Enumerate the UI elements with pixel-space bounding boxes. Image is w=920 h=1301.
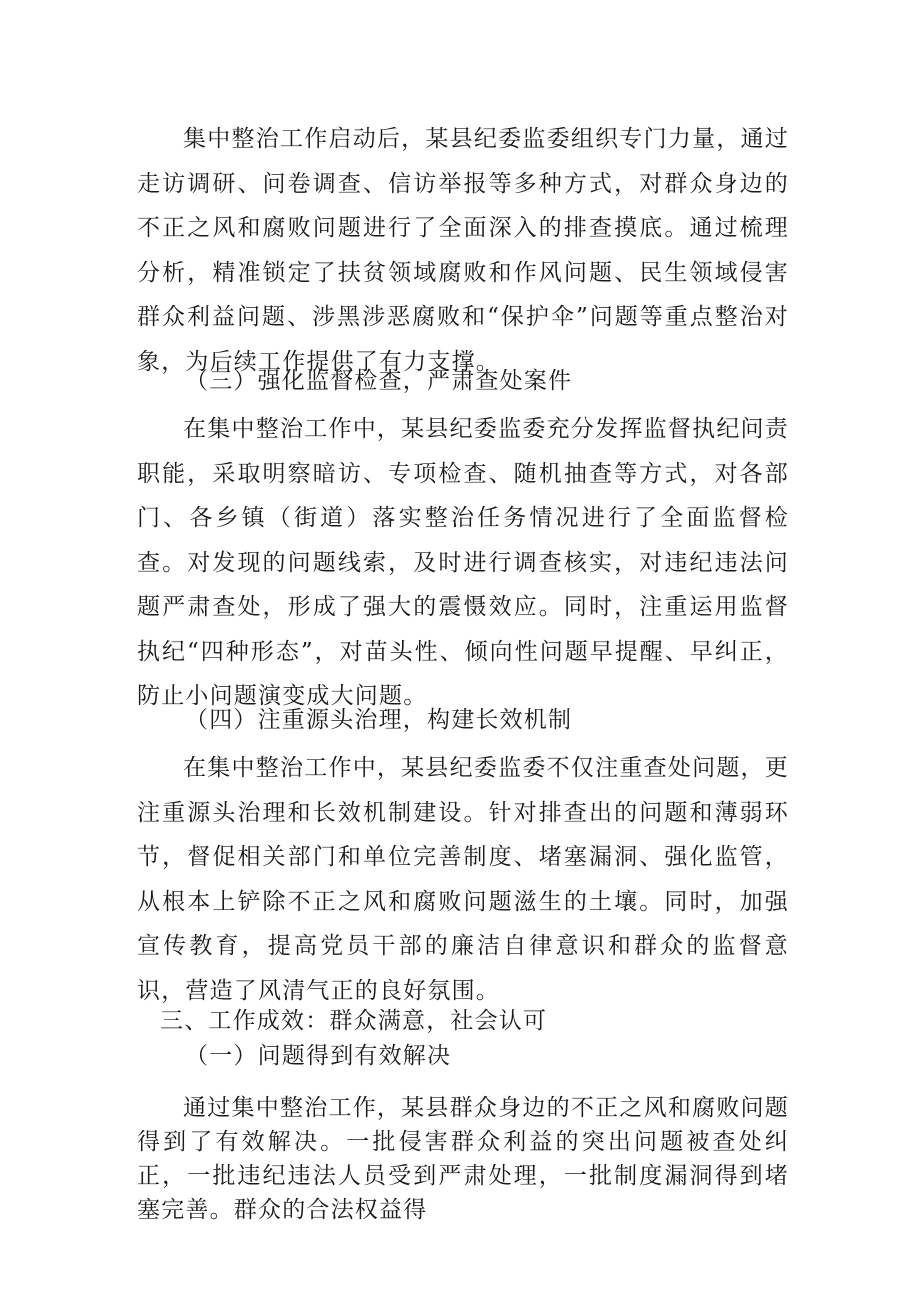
paragraph-source-governance: 在集中整治工作中，某县纪委监委不仅注重查处问题，更注重源头治理和长效机制建设。针对排查出的问题和薄弱环节，督促相关部门和单位完善制度、堵塞漏洞、强化监管，从根本上铲除不正之风和腐败问题滋生的土壤。同时，加强宣传教育，提高党员干部的廉洁自律意识和群众的监督意识，营造了风清气正的良好氛围。: [137, 755, 789, 1004]
subheading-problems-solved: （一）问题得到有效解决: [185, 1043, 452, 1069]
paragraph-problems-solved: 通过集中整治工作，某县群众身边的不正之风和腐败问题得到了有效解决。一批侵害群众利益的突出问题被查处纠正，一批违纪违法人员受到严肃处理，一批制度漏洞得到堵塞完善。群众的合法权益得: [137, 1095, 789, 1223]
heading-source-governance: （四）注重源头治理，构建长效机制: [185, 707, 573, 733]
paragraph-supervision: 在集中整治工作中，某县纪委监委充分发挥监督执纪问责职能，采取明察暗访、专项检查、随机抽查等方式，对各部门、各乡镇（街道）落实整治任务情况进行了全面监督检查。对发现的问题线索，及时进行调查核实，对违纪违法问题严肃查处，形成了强大的震慑效应。同时，注重运用监督执纪“四种形态”，对苗头性、倾向性问题早提醒、早纠正，防止小问题演变成大问题。: [137, 416, 789, 709]
heading-supervision: （三）强化监督检查，严肃查处案件: [185, 368, 573, 394]
section-heading-results: 三、工作成效：群众满意，社会认可: [160, 1008, 548, 1034]
paragraph-investigation: 集中整治工作启动后，某县纪委监委组织专门力量，通过走访调研、问卷调查、信访举报等多种方式，对群众身边的不正之风和腐败问题进行了全面深入的排查摸底。通过梳理分析，精准锁定了扶贫领域腐败和作风问题、民生领域侵害群众利益问题、涉黑涉恶腐败和“保护伞”问题等重点整治对象，为后续工作提供了有力支撑。: [137, 126, 789, 375]
